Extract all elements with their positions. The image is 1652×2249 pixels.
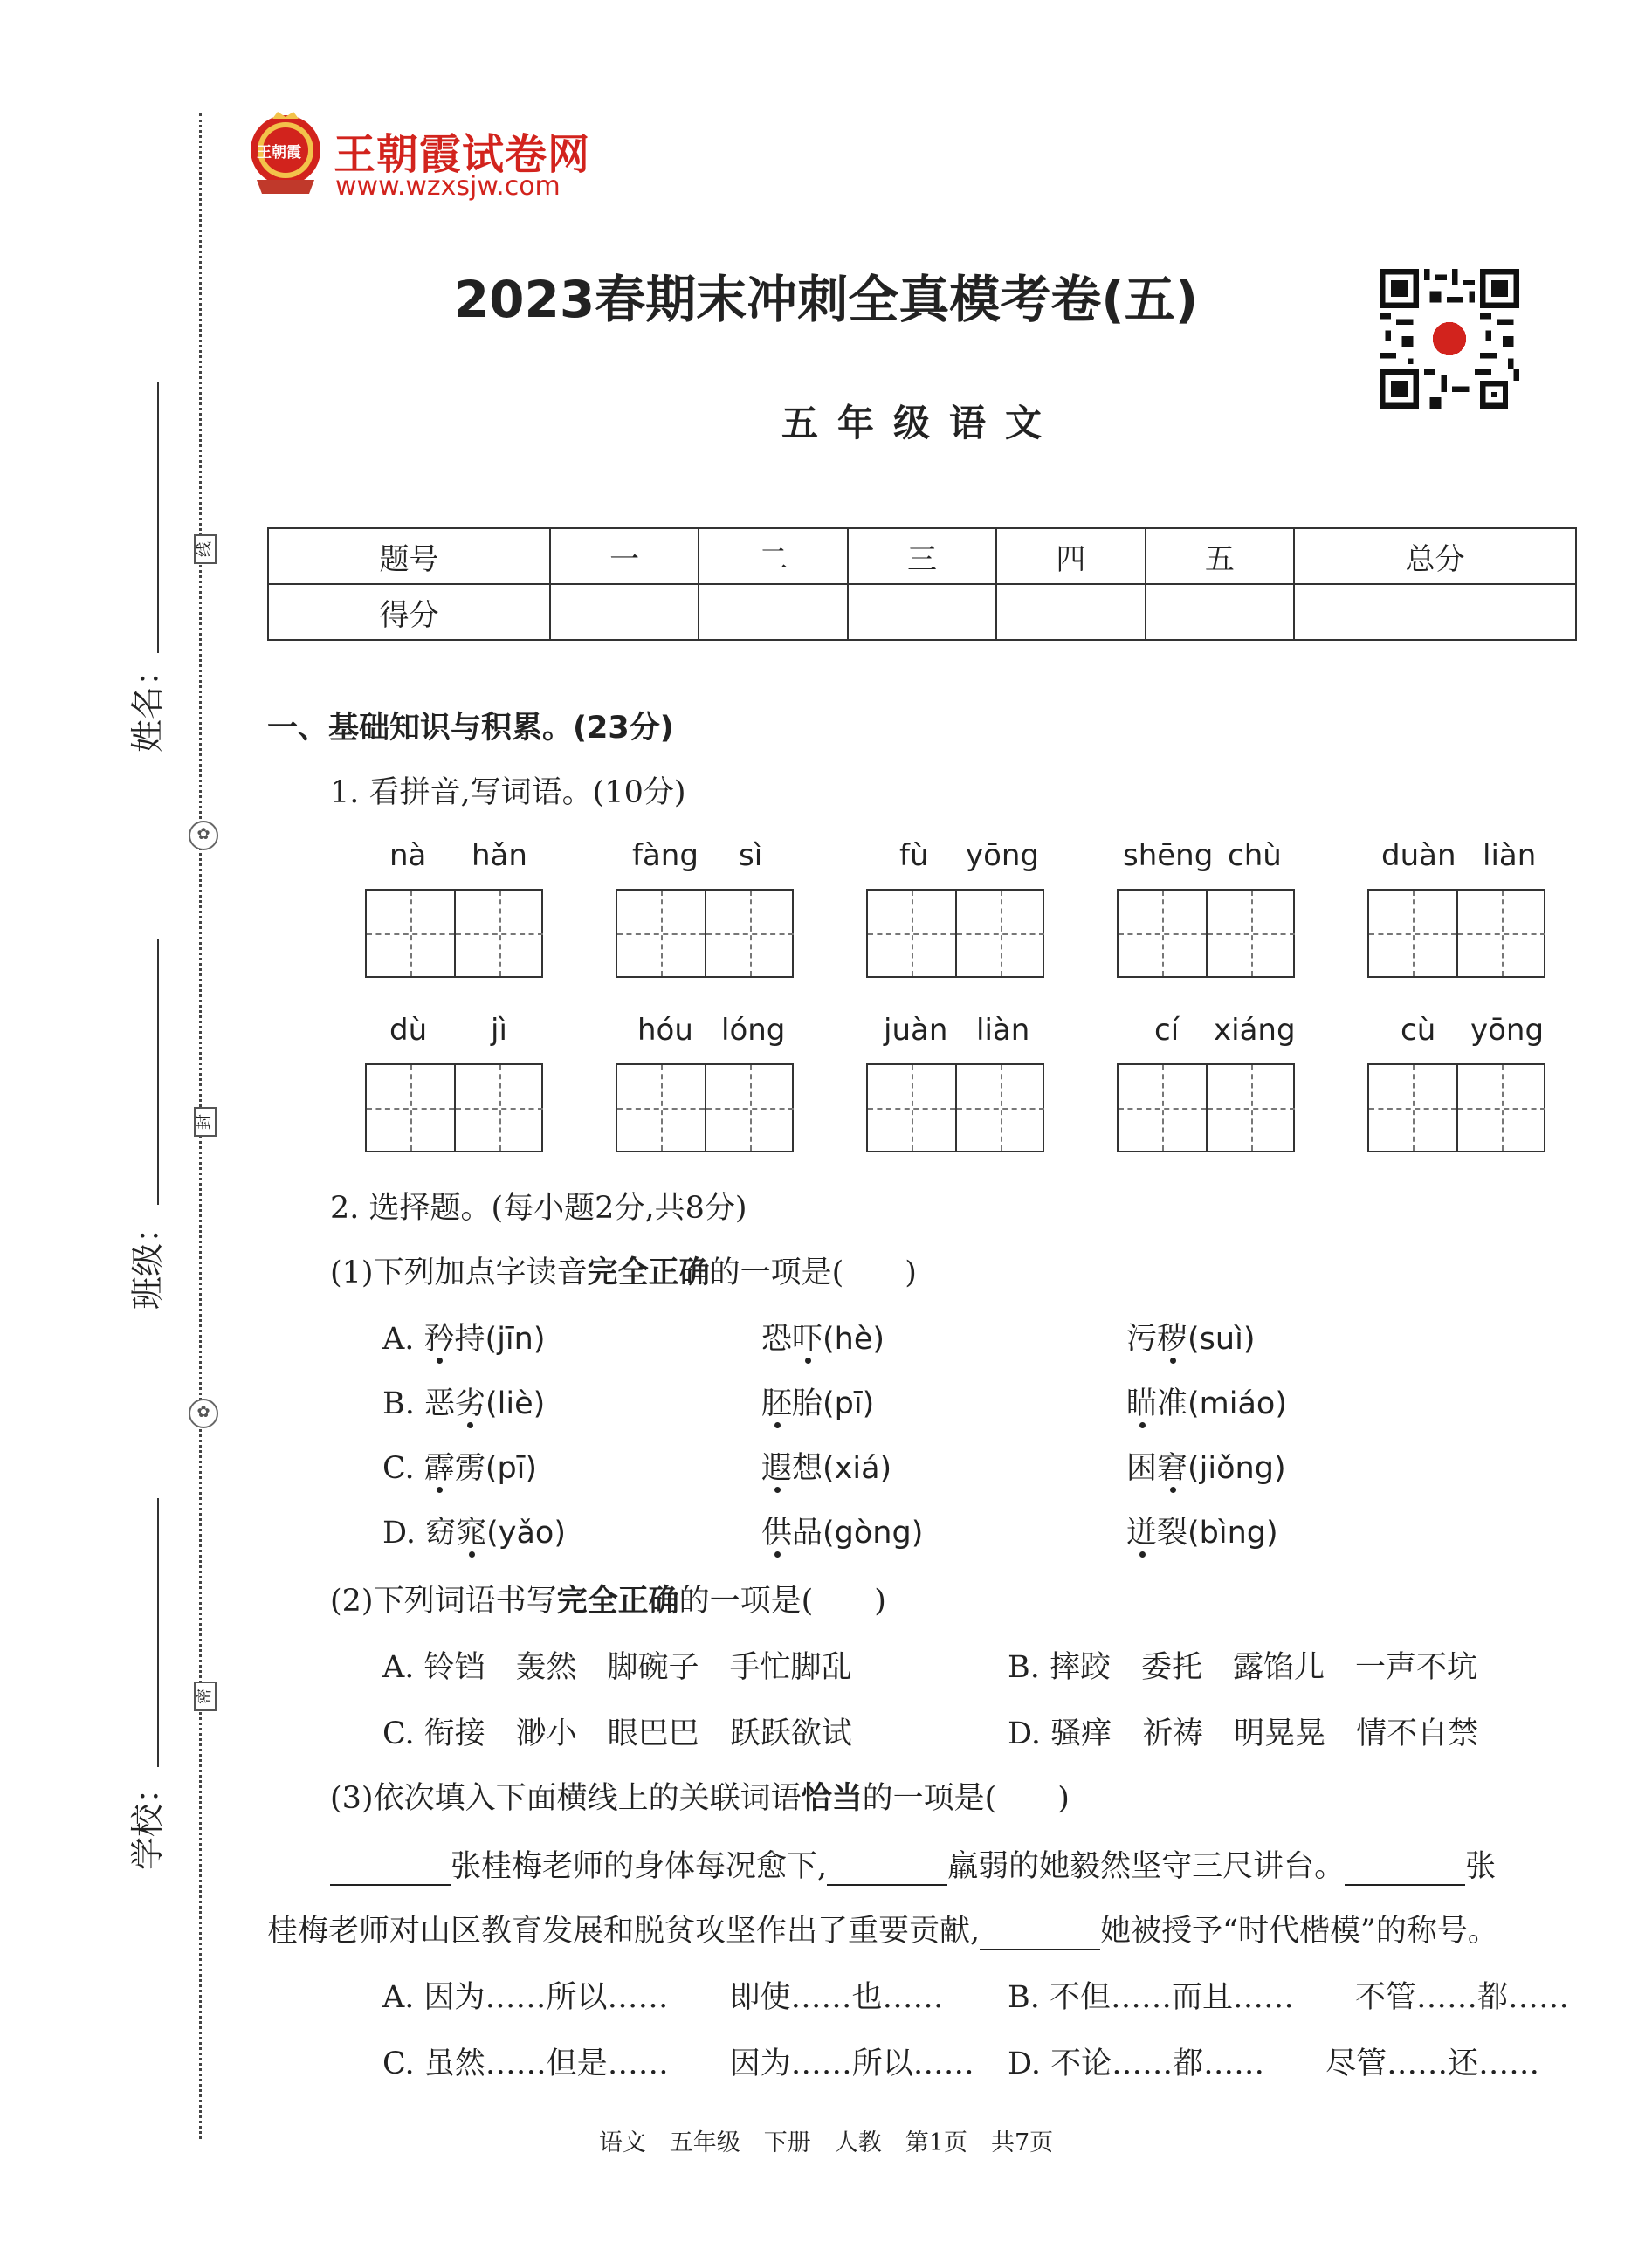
score-table-header-row: [268, 528, 1576, 584]
pinyin: nà: [389, 838, 427, 873]
score-table-score-row: [268, 584, 1576, 640]
q2-3-passage-line-1: 张桂梅老师的身体每况愈下, 羸弱的她毅然坚守三尺讲台。 张: [330, 1842, 1496, 1886]
q2-2-option-c[interactable]: C. 衔接 渺小 眼巴巴 跃跃欲试: [382, 1716, 852, 1751]
q2-2-stem: (2)下列词语书写完全正确的一项是( ): [330, 1584, 886, 1619]
pinyin: lóng: [721, 1013, 786, 1048]
q2-1-option-b-word2: 胚胎(pī): [761, 1379, 874, 1423]
pinyin: sì: [739, 838, 763, 873]
score-cell[interactable]: [848, 584, 996, 640]
score-header-cell: 三: [848, 528, 996, 584]
score-cell[interactable]: [1294, 584, 1576, 640]
pinyin: liàn: [1483, 838, 1537, 873]
pinyin: dù: [389, 1013, 428, 1048]
score-table: [267, 527, 1577, 641]
page-footer: 语文 五年级 下册 人教 第1页 共7页: [598, 2129, 1054, 2156]
answer-box[interactable]: [616, 1063, 794, 1152]
pinyin: hóu: [637, 1013, 693, 1048]
q2-1-stem: (1)下列加点字读音完全正确的一项是( ): [330, 1255, 917, 1290]
section-1-title: 一、基础知识与积累。(23分): [267, 711, 674, 746]
class-field[interactable]: [157, 939, 159, 1205]
q2-1-option-c-word3: 困窘(jiǒng): [1126, 1444, 1286, 1488]
q2-1-option-d-word2: 供品(gòng): [761, 1509, 923, 1552]
pinyin: yōng: [1470, 1013, 1545, 1048]
q2-2-option-b[interactable]: B. 摔跤 委托 露馅儿 一声不坑: [1008, 1650, 1477, 1685]
logo-badge-text: 王朝霞: [257, 144, 301, 162]
q2-1-option-a-word2: 恐吓(hè): [761, 1315, 885, 1358]
q2-3-option-a[interactable]: A. 因为……所以…… 即使……也……: [382, 1980, 944, 2015]
score-header-cell: 二: [699, 528, 847, 584]
pinyin: fù: [899, 838, 929, 873]
q2-1-option-d[interactable]: D. 窈窕(yǎo): [382, 1509, 566, 1552]
answer-box[interactable]: [866, 889, 1044, 978]
q2-3-option-d[interactable]: D. 不论……都…… 尽管……还……: [1008, 2046, 1540, 2081]
q1-title: 1. 看拼音,写词语。(10分): [330, 775, 686, 810]
q2-3-option-b[interactable]: B. 不但……而且…… 不管……都……: [1008, 1980, 1569, 2015]
q2-1-option-c-word2: 遐想(xiá): [761, 1444, 891, 1488]
answer-box[interactable]: [1367, 1063, 1545, 1152]
seal-line-mark: 线: [194, 534, 217, 564]
flower-icon: ✿: [189, 821, 218, 850]
score-header-cell: 总分: [1294, 528, 1576, 584]
answer-box[interactable]: [365, 889, 543, 978]
pinyin: cí: [1154, 1013, 1180, 1048]
q2-3-option-c[interactable]: C. 虽然……但是…… 因为……所以……: [382, 2046, 974, 2081]
blank[interactable]: [1345, 1858, 1465, 1886]
page-subtitle: 五年级语文: [781, 402, 1061, 444]
seal-seal-mark: 封: [194, 1107, 217, 1137]
q2-1-option-b-word3: 瞄准(miáo): [1126, 1379, 1287, 1423]
pinyin: hǎn: [472, 838, 527, 873]
answer-box[interactable]: [1117, 889, 1295, 978]
pinyin: duàn: [1381, 838, 1456, 873]
pinyin: yōng: [966, 838, 1040, 873]
class-label: 班级：: [128, 1209, 167, 1310]
q2-title: 2. 选择题。(每小题2分,共8分): [330, 1191, 747, 1226]
pinyin: liàn: [976, 1013, 1030, 1048]
score-cell[interactable]: [1146, 584, 1294, 640]
pinyin: xiáng: [1214, 1013, 1296, 1048]
name-label: 姓名：: [128, 652, 167, 753]
q2-2-option-a[interactable]: A. 铃铛 轰然 脚碗子 手忙脚乱: [382, 1650, 852, 1685]
school-field[interactable]: [157, 1498, 159, 1767]
pinyin: shēng: [1123, 838, 1214, 873]
score-header-cell: 四: [996, 528, 1145, 584]
pinyin: cù: [1401, 1013, 1436, 1048]
qr-code-icon: [1380, 269, 1519, 409]
score-cell[interactable]: [996, 584, 1145, 640]
pinyin: jì: [491, 1013, 507, 1048]
pinyin: juàn: [884, 1013, 948, 1048]
page-title: 2023春期末冲刺全真模考卷(五): [453, 270, 1199, 329]
score-header-cell: 五: [1146, 528, 1294, 584]
answer-box[interactable]: [1117, 1063, 1295, 1152]
answer-box[interactable]: [616, 889, 794, 978]
score-row-label: 得分: [268, 584, 550, 640]
pinyin: fàng: [632, 838, 699, 873]
q2-1-option-b[interactable]: B. 恶劣(liè): [382, 1379, 545, 1423]
answer-box[interactable]: [1367, 889, 1545, 978]
answer-box[interactable]: [365, 1063, 543, 1152]
answer-box[interactable]: [866, 1063, 1044, 1152]
logo-url[interactable]: www.wzxsjw.com: [335, 171, 561, 202]
q2-1-option-a-word3: 污秽(suì): [1126, 1315, 1255, 1358]
q2-1-option-a[interactable]: A. 矜持(jīn): [382, 1315, 546, 1358]
q2-3-passage-line-2: 桂梅老师对山区教育发展和脱贫攻坚作出了重要贡献, 她被授予“时代楷模”的称号。: [267, 1914, 1498, 1949]
flower-icon: ✿: [189, 1399, 218, 1428]
q2-3-stem: (3)依次填入下面横线上的关联词语恰当的一项是( ): [330, 1781, 1070, 1816]
q2-1-option-c[interactable]: C. 霹雳(pī): [382, 1444, 537, 1488]
logo-name: 王朝霞试卷网: [334, 130, 591, 179]
q2-2-option-d[interactable]: D. 骚痒 祈祷 明晃晃 情不自禁: [1008, 1716, 1479, 1751]
blank[interactable]: [827, 1858, 947, 1886]
pinyin: chù: [1228, 838, 1282, 873]
school-label: 学校：: [128, 1770, 167, 1870]
score-header-cell: 一: [550, 528, 699, 584]
score-header-cell: 题号: [268, 528, 550, 584]
blank[interactable]: [980, 1922, 1100, 1950]
score-cell[interactable]: [699, 584, 847, 640]
seal-secret-mark: 密: [194, 1682, 217, 1711]
q2-1-option-d-word3: 迸裂(bìng): [1126, 1509, 1278, 1552]
blank[interactable]: [330, 1858, 451, 1886]
score-cell[interactable]: [550, 584, 699, 640]
